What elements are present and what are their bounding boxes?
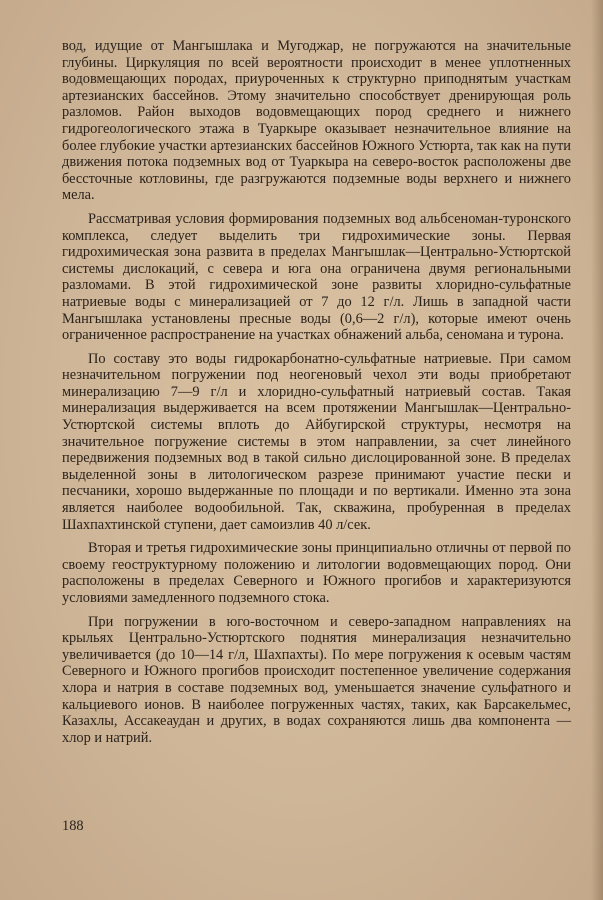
paragraph: Вторая и третья гидрохимические зоны принципиально отличны от первой по своему геоструктурному положению и литологии водовмещающих пород. Они расположены в пределах Северного и Южного прогибов и характеризуются условиями замедленного подземного стока. (62, 540, 571, 606)
page-number: 188 (62, 818, 84, 834)
paragraph: Рассматривая условия формирования подземных вод альбсеноман-туронского комплекса, следует выделить три гидрохимические зоны. Первая гидрохимическая зона развита в пределах Мангышлак—Центрально-Устюртской системы дислокаций, с севера и юга она ограничена двумя региональными разломами. В этой гидрохимической зоне развиты хлоридно-сульфатные натриевые воды с минерализацией от 7 до 12 г/л. Лишь в западной части Мангышлака установлены пресные воды (0,6—2 г/л), которые имеют очень ограниченное распространение на участках обнажений альба, сеномана и турона. (62, 210, 571, 344)
body-text (62, 38, 571, 753)
paragraph: При погружении в юго-восточном и северо-западном направлениях на крыльях Центрально-Устюртского поднятия минерализация незначительно увеличивается (до 10—14 г/л, Шахпахты). По мере погружения к осевым частям Северного и Южного прогибов происходит постепенное увеличение содержания хлора и натрия в составе подземных вод, уменьшается значение сульфатного и кальциевого ионов. В наиболее погруженных частях, таких, как Барсакельмес, Казахлы, Ассакеаудан и других, в водах сохраняются лишь два компонента — хлор и натрий. (62, 613, 571, 746)
paragraph: вод, идущие от Мангышлака и Мугоджар, не погружаются на значительные глубины. Циркуляция по всей вероятности происходит в менее уплотненных водовмещающих породах, приуроченных к структурно приподнятым участкам артезианских бассейнов. Этому значительно способствует дренирующая роль разломов. Район выходов водовмещающих пород среднего и нижнего гидрогеологического этажа в Туаркыре оказывает незначительное влияние на более глубокие участки артезианских бассейнов Южного Устюрта, так как на пути движения потока подземных вод от Туаркыра на северо-восток расположены две бессточные котловины, где разгружаются подземные воды верхнего и нижнего мела. (62, 38, 571, 204)
paragraph: По составу это воды гидрокарбонатно-сульфатные натриевые. При самом незначительном погружении под неогеновый чехол эти воды приобретают минерализацию 7—9 г/л и хлоридно-сульфатный натриевый состав. Такая минерализация выдерживается на всем протяжении Мангышлак—Центрально-Устюртской системы вплоть до Айбугирской структуры, несмотря на значительное погружение системы в этом направлении, за счет линейного передвижения подземных вод в такой сильно дислоцированной зоне. В пределах выделенной зоны в литологическом разрезе принимают участие пески и песчаники, хорошо выдержанные по площади и по вертикали. Именно эта зона является наиболее водообильной. Так, скважина, пробуренная в пределах Шахпахтинской ступени, дает самоизлив 40 л/сек. (62, 350, 571, 533)
